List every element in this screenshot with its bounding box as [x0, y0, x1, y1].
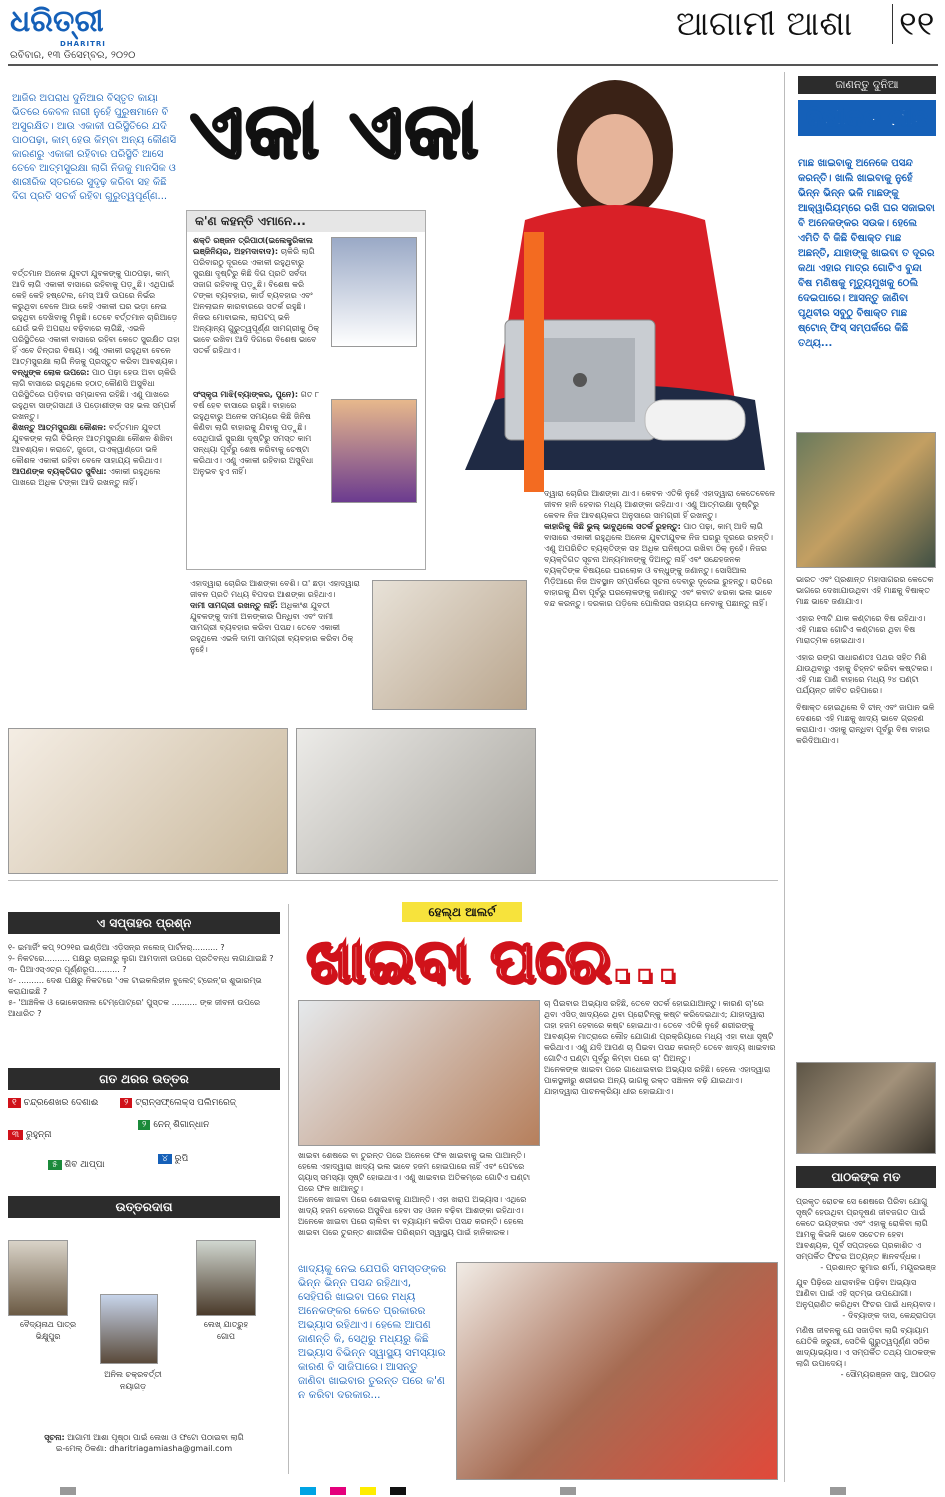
health-col2 [298, 1150, 538, 1254]
opinion-2-text: ଗତ ୮ ବର୍ଷ ହେବ ବାସାରେ ରହୁଛି। ବାହାରେ ରହୁଥିବାରୁ ଅନେକ ସମୟରେ କିଛି ଜିନିଷ କିଣିବା ଲାଗି ବାହାରକୁ ଯିବାକୁ ପଡ଼ୁଛି। ସେଥିପାଇଁ ସୁରକ୍ଷା ଦୃଷ୍ଟିରୁ ସମସ୍ତ କାମ ସନ୍ଧ୍ୟା ପୂର୍ବରୁ ଶେଷ କରିବାକୁ ଚେଷ୍ଟା କରିଥାଏ। ଏଣୁ ଏକାକୀ ରହିବାର ଅସୁବିଧା ଅନୁଭବ ହୁଏ ନାହିଁ। [193, 390, 320, 476]
col2-a: ଏହାଦ୍ୱାରା ଚୋରିର ଆଶଙ୍କା ବେଶି। ତା' ଛଡ଼ା ଏହାଦ୍ୱାରା ଜୀବନ ପ୍ରତି ମଧ୍ୟ ବିପଦର ଆଶଙ୍କା ରହିଥାଏ। [190, 579, 360, 599]
winner-3-name: ଲେଖ୍ ଯାତ୍ରୁହ [203, 1320, 249, 1329]
quiz-questions [8, 942, 280, 1052]
health-col1-text: ଚା ପିଇବାର ଅଭ୍ୟାସ ରହିଛି, ତେବେ ସତର୍କ ହୋଇଯାଆନ୍ତୁ। କାରଣ ଚା'ରେ ଥିବା ଏସିଡ୍ ଖାଦ୍ୟରେ ଥିବା ପ୍ରୋଟିନ୍‌କୁ କଷ୍ଟ କରିଦେଇଥାଏ; ଯାହାଦ୍ୱାରା ତାହା ହଜମ ହେବାରେ କଷ୍ଟ ହୋଇଥାଏ। ତେବେ ଏତିକି ନୁହେଁ ଶରୀରଙ୍କୁ ଆବଶ୍ୟକ ମାତ୍ରାରେ ଲୌହ ଯୋଗାଣ ପ୍ରକ୍ରିୟାରେ ମଧ୍ୟ ଏହା ବାଧା ସୃଷ୍ଟି କରିଥାଏ। ଏଣୁ ଯଦି ଆପଣ ଚା ପିଇବା ପସନ୍ଦ କରନ୍ତି ତେବେ ଖାଦ୍ୟ ଖାଇବାର ଗୋଟିଏ ଘଣ୍ଟା ପୂର୍ବରୁ କିମ୍ବା ପରେ ଚା' ପିଅନ୍ତୁ। [544, 999, 776, 1063]
world-fact-2: ଏହାର ୧୩ଟି ଯାକ କଣ୍ଟାରେ ବିଷ ରହିଥାଏ। ଏହି ମାଛର ଗୋଟିଏ କଣ୍ଟାରେ ଥିବା ବିଷ ମାରାତ୍ମକ ହୋଇଥାଏ। [796, 614, 926, 645]
lead-body-col3 [544, 488, 776, 874]
health-headline: ଖାଇବା ପରେ... [306, 926, 679, 996]
sub4-body: ଅଧିକାଂଶ ଯୁବତୀ ଯୁବକଙ୍କୁ ଦାମୀ ଅଳଙ୍କାର ପିନ୍ଧିବା ଏବଂ ଦାମୀ ସାମଗ୍ରୀ ବ୍ୟବହାର କରିବା ପସନ୍ଦ। ତେବେ ଏକାକୀ ରହୁଥିଲେ ଏଭଳି ଦାମୀ ସାମଗ୍ରୀ ବ୍ୟବହାର କରିବା ଠିକ୍ ନୁହେଁ। [190, 601, 354, 654]
print-mark-5 [390, 1487, 406, 1495]
opinions-title: କ'ଣ କହନ୍ତି ଏମାନେ... [187, 211, 425, 232]
stonefish-photo-2 [796, 1062, 936, 1154]
health-col1b-text: ଅନେକଙ୍କ ଖାଇବା ପରେ ଗାଧୋଇବାର ଅଭ୍ୟାସ ରହିଛି। ହେଲେ ଏହାଦ୍ୱାରା ପାକସ୍ଥଳୀରୁ ଶରୀରର ଅନ୍ୟ ଭାଗକୁ ରକ୍ତ ସଞ୍ଚାଳନ ବଢ଼ି ଯାଇଥାଏ। ଯାହାଦ୍ୱାରା ପାଚନକ୍ରିୟା ଧୀର ହୋଇଯାଏ। [544, 1065, 771, 1096]
print-mark-1 [60, 1487, 76, 1495]
answer-4 [138, 1120, 209, 1130]
page-number: ୧୧ [892, 4, 934, 44]
sub4-title: ଦାମୀ ସାମଗ୍ରୀ ରଖନ୍ତୁ ନାହିଁ: [190, 601, 278, 610]
print-mark-4 [360, 1487, 376, 1495]
letter-1-sign: - ପ୍ରଶାନ୍ତ କୁମାର ଶର୍ମା, ମୟୂରଭଞ୍ଜ [820, 1263, 936, 1272]
quiz-q2: ୨- ନିକଟରେ.......... ପକ୍ଷରୁ ଚାଇନାରୁ ଲୁଗା ଆମଦାନୀ ଉପରେ ପ୍ରତିବନ୍ଧ ଲଗାଯାଇଛି ? [8, 954, 274, 963]
stonefish-photo-1 [796, 432, 936, 568]
answer-4-no: ୨ [138, 1120, 150, 1130]
quiz-q3: ୩- ପିଆଏସ୍‌ଏଚ୍‌ର ପୂର୍ଣ୍ଣରୂପ.......... ? [8, 965, 127, 974]
winners [8, 1226, 280, 1426]
masthead [0, 0, 945, 66]
answer-1 [8, 1098, 98, 1108]
lead-bottom-rule [8, 880, 778, 881]
man-shower-photo [298, 1000, 540, 1146]
health-col2b-text: ଅନେକେ ଖାଇବା ପରେ ଶୋଇବାକୁ ଯାଆନ୍ତି। ଏହା ଖରାପ ଅଭ୍ୟାସ। ଏଥିରେ ଖାଦ୍ୟ ହଜମ ହେବାରେ ଅସୁବିଧା ହେବା ସହ ଓଜନ ବଢ଼ିବା ଆଶଙ୍କା ରହିଥାଏ। [298, 1195, 527, 1215]
logo: ଧରିତ୍ରୀ [10, 4, 104, 39]
sub3-title: ଆପଣଙ୍କ ବ୍ୟକ୍ତିଗତ ସୁବିଧା: [12, 467, 107, 476]
answer-3 [8, 1130, 51, 1140]
lead-intro: ଆଜିର ଅପରାଧ ଦୁନିଆର ବିସ୍ତୃତ କାୟା ଭିତରେ କେବଳ ନାରୀ ନୁହେଁ ପୁରୁଷମାନେ ବି ଅସୁରକ୍ଷିତ। ଆଉ ଏକାକୀ ପରିସ୍ଥିତିରେ ଯଦି ପାଠପଢ଼ା, କାମ୍ ହେଉ କିମ୍ବା ଅନ୍ୟ କୌଣସି କାରଣରୁ ଏକାକୀ ରହିବାର ପରିସ୍ଥିତି ଆସେ ତେବେ ଆତ୍ମସୁରକ୍ଷା ଲାଗି ନିଜକୁ ମାନସିକ ଓ ଶାରୀରିକ ସ୍ତରରେ ସୁଦୃଢ଼ କରିବା ସହ କିଛି ଦିଗ ପ୍ରତି ସତର୍କ ରହିବା ଗୁରୁତ୍ୱପୂର୍ଣ୍ଣ... [12, 93, 176, 202]
world-fact-1: ଭାରତ ଏବଂ ପ୍ରଶାନ୍ତ ମହାସାଗରର କେତେକ ଭାଗରେ ଦେଖାଯାଉଥିବା ଏହି ମାଛକୁ ବିଷାକ୍ତ ମାଛ ଭାବେ ଜଣାଯାଏ। [796, 575, 934, 606]
orange-strip-2 [524, 232, 544, 492]
quiz-note [8, 1432, 280, 1472]
answer-4-text: ନେନ୍ ଶିଗାନ୍ଧାନ [153, 1120, 210, 1130]
quiz-q1: ୧- ଇମାର୍ଜିଂ କପ୍ ୨୦୨୧ର ଇଣ୍ଡିଆ ଏଡ଼ିସନ୍‌ର ନଲେଜ୍ ପାର୍ଟନର୍.......... ? [8, 943, 225, 952]
quiz-q5: ୫- 'ଆଞ୍ଚଳିକ ଓ ଭୋକେସନାଲ ଟେମ୍ପୋଟ୍ରେ' ପୁସ୍ତକ .......... ଙ୍କ ଜୀବନୀ ଉପରେ ଆଧାରିତ ? [8, 998, 261, 1018]
man-cooking-photo [8, 728, 288, 874]
world-fact-4: ବିଷାକ୍ତ ହୋଇଥିଲେ ବି ଚୀନ୍ ଏବଂ ଜାପାନ ଭଳି ଦେଶରେ ଏହି ମାଛକୁ ଖାଦ୍ୟ ଭାବେ ଗ୍ରହଣ କରାଯାଏ। ଏହାକୁ ରାନ୍ଧିବା ପୂର୍ବରୁ ବିଷ ବାହାର କରିଦିଆଯାଏ। [796, 703, 935, 745]
right-column-rule [784, 72, 785, 1482]
letter-2: ଯୁବ ପିଢ଼ିରେ ଧାରାବାହିକ ପଢ଼ିବା ଅଭ୍ୟାସ ଆଣିବା ପାଇଁ ଏହି ସ୍ତମ୍ଭ ଉପଯୋଗୀ। ଅନୁପ୍ରାଣିତ କରିଥିବା ଫିଚର ପାଇଁ ଧନ୍ୟବାଦ। [796, 1278, 936, 1309]
answer-6-no: ୪ [158, 1154, 172, 1164]
girl-studying-photo [372, 580, 527, 710]
answer-6 [158, 1154, 188, 1164]
woman-eating-photo [456, 1262, 778, 1480]
opinion-2-photo [331, 399, 417, 503]
world-fact-3: ଏହାର ରଙ୍ଗ ସାଧାରଣତଃ ପଥର ସହିତ ମିଶି ଯାଉଥିବାରୁ ଏହାକୁ ଚିହ୍ନଟ କରିବା କଷ୍ଟକର। ଏହି ମାଛ ପାଣି ବାହାରେ ମଧ୍ୟ ୨୪ ଘଣ୍ଟା ପର୍ଯ୍ୟନ୍ତ ଜୀବିତ ରହିପାରେ। [796, 653, 933, 695]
opinion-1-text: ଚାକିରି ଲାଗି ପରିବାରଠୁ ଦୂରରେ ଏକାକୀ ରହୁଥିବାରୁ ସୁରକ୍ଷା ଦୃଷ୍ଟିରୁ କିଛି ଦିଗ ପ୍ରତି ସର୍ବଦା ସଜାଗ ରହିବାକୁ ପଡ଼ୁଛି। ବିଶେଷ କରି ଟଙ୍କା ବ୍ୟବହାର, କାର୍ଡ ବ୍ୟବହାର ଏବଂ ଅନଲାଇନ କାରବାରରେ ସତର୍କ ରହୁଛି। ନିଜର ମୋବାଇଲ, ଲାପଟପ୍ ଭଳି ଅନ୍ୟାନ୍ୟ ଗୁରୁତ୍ୱପୂର୍ଣ୍ଣ ସାମଗ୍ରୀକୁ ଠିକ୍ ଭାବେ ରଖିବା ଆଦି ଦିଗରେ ବିଶେଷ ଭାବେ ସତର୍କ ରହିଥାଏ। [193, 247, 320, 355]
letter-3-sign: - ସୌମ୍ୟରଞ୍ଜନ ସାହୁ, ଆଠଗଡ଼ [840, 1370, 936, 1379]
quiz-rule [288, 904, 289, 1474]
opinion-1-photo [331, 237, 417, 347]
print-mark-7 [830, 1487, 846, 1495]
answer-1-no: ୧ [8, 1098, 21, 1108]
winner-2-place: ନୟାଗଡ଼ [119, 1382, 146, 1391]
world-title: ବିଷାକ୍ତ ମାଛ [798, 100, 936, 136]
answer-6-text: ରୁପି [174, 1154, 189, 1164]
quiz-title: ଏ ସପ୍ତାହର ପ୍ରଶ୍ନ [8, 912, 280, 934]
woman-sofa-photo [296, 728, 536, 874]
health-col1 [544, 998, 778, 1268]
lead-body-main: ବର୍ତ୍ତମାନ ଅନେକ ଯୁବତୀ ଯୁବକଙ୍କୁ ପାଠପଢ଼ା, କାମ୍ ଆଦି ଲାଗି ଏକାକୀ ବାସାରେ ରହିବାକୁ ପଡ଼ୁଛି। ଏଥିପାଇଁ କେହି କେହି ହଷ୍ଟେଲ, ମେସ୍ ଆଦି ଉପରେ ନିର୍ଭର କରୁଥିବା ବେଳେ ଆଉ କେହି ଏକାକୀ ଘର ଭଡ଼ା ନେଇ ରହୁଥିବା ଦେଖିବାକୁ ମିଳୁଛି। ତେବେ ବର୍ତ୍ତମାନ ଚାରିଆଡ଼େ ଯେଉଁ ଭଳି ଅପରାଧ ବଢ଼ିବାରେ ଲାଗିଛି, ଏଭଳି ପରିସ୍ଥିତିରେ ଏକାକୀ ବାସାରେ ରହିବା କେତେ ସୁରକ୍ଷିତ ତାହା ହିଁ ଏବେ ଚିନ୍ତାର ବିଷୟ। ଏଣୁ ଏକାକୀ ରହୁଥିବା ବେଳେ ଆତ୍ମସୁରକ୍ଷା ଲାଗି ନିଜକୁ ପ୍ରସ୍ତୁତ କରିବା ଆବଶ୍ୟକ। [12, 269, 180, 366]
answer-2 [120, 1098, 236, 1108]
section-title: ଆଗାମୀ ଆଶା [676, 4, 853, 44]
print-mark-6 [560, 1487, 576, 1495]
logo-sub: DHARITRI [60, 40, 106, 48]
sub3-body: ଏକାକୀ ରହୁଥିଲେ ପାଖରେ ଅଧିକ ଟଙ୍କା ଆଦି ରଖନ୍ତୁ ନାହିଁ। [12, 467, 161, 487]
winner-3-photo [196, 1240, 256, 1316]
answer-1-text: ଚନ୍ଦ୍ରଶେଖର ଦେଶାଈ [23, 1098, 99, 1108]
quiz-note-text: ଆଗାମୀ ଆଶା ପୃଷ୍ଠା ପାଇଁ ଲେଖା ଓ ଫଟୋ ପଠାଇବା ଲାଗି [67, 1433, 244, 1442]
answer-3-text: ରୁହୁନ୍ନା [25, 1130, 52, 1140]
sub1-title: ବନ୍ଧୁଙ୍କ ଲୋକ ଉପରେ: [12, 368, 90, 377]
answers-list [8, 1098, 280, 1178]
issue-date: ରବିବାର, ୧୩ ଡିସେମ୍ବର, ୨୦୨୦ [10, 50, 136, 61]
sub5-body: ପାଠ ପଢ଼ା, କାମ୍ ଆଦି ଲାଗି ବାସାରେ ଏକାକୀ ରହୁଥିଲେ ଅନେକ ଯୁବତୀଯୁବକ ନିଜ ଘରରୁ ଦୂରରେ ରହନ୍ତି। ଏଣୁ ଅପରିଚିତ ବ୍ୟକ୍ତିଙ୍କ ସହ ଅଧିକ ଘନିଷ୍ଠତା ରଖିବା ଠିକ୍ ନୁହେଁ। ନିଜର ବ୍ୟକ୍ତିଗତ ସୂଚନା ଅନ୍ୟମାନଙ୍କୁ ଦିଅନ୍ତୁ ନାହିଁ ଏବଂ ସନ୍ଦେହଜନକ ବ୍ୟକ୍ତିଙ୍କ ବିଷୟରେ ଘରଲୋକ ଓ ବନ୍ଧୁଙ୍କୁ ଜଣାନ୍ତୁ। ସୋସିଆଲ ମିଡ଼ିଆରେ ନିଜ ଅବସ୍ଥାନ ସମ୍ପର୍କରେ ସୂଚନା ଦେବାରୁ ଦୂରେଇ ରୁହନ୍ତୁ। ରାତିରେ ବାହାରକୁ ଯିବା ପୂର୍ବରୁ ଘରଲୋକଙ୍କୁ ଜଣାନ୍ତୁ ଏବଂ କବାଟ ଝରକା ଭଲ ଭାବେ ବନ୍ଦ କରନ୍ତୁ। ଦରକାର ପଡ଼ିଲେ ପୋଲିସର ସହାୟତା ନେବାକୁ ପଛାନ୍ତୁ ନାହିଁ। [544, 522, 773, 608]
quiz-q4: ୪- .......... ଦେଶ ପକ୍ଷରୁ ନିକଟରେ 'ଏକ ଟାଇକଲିହୀନ ବୁଲେଟ୍ ଟ୍ରେନ୍'ର ଶୁଭାରମ୍ଭ କରାଯାଇଛି ? [8, 976, 262, 996]
quiz-note-label: ସୂଚନା: [44, 1433, 65, 1442]
sub2-title: ଶିଖନ୍ତୁ ଆତ୍ମସୁରକ୍ଷା କୌଶଳ: [12, 423, 107, 432]
hero-photo [455, 70, 775, 500]
winner-1-photo [8, 1240, 68, 1316]
answer-3-no: ୩ [8, 1130, 23, 1140]
health-callout: ଖାଦ୍ୟକୁ ନେଇ ଯେପରି ସମସ୍ତଙ୍କର ଭିନ୍ନ ଭିନ୍ନ ପସନ୍ଦ ରହିଥାଏ, ସେହିପରି ଖାଇବା ପରେ ମଧ୍ୟ ଅନେକଙ୍କର କେତେ ପ୍ରକାରର ଅଭ୍ୟାସ ରହିଥାଏ। ହେଲେ ଆପଣ ଜାଣନ୍ତି କି, ସେଥିରୁ ମଧ୍ୟରୁ କିଛି ଅଭ୍ୟାସ ବିଭିନ୍ନ ସ୍ୱାସ୍ଥ୍ୟ ସମସ୍ୟାର କାରଣ ବି ସାଜିପାରେ। ଆସନ୍ତୁ ଜାଣିବା ଖାଇବାର ତୁରନ୍ତ ପରେ କ'ଣ ନ କରିବା ଦରକାର... [298, 1263, 447, 1401]
sub2-body: ବର୍ତ୍ତମାନ ଯୁବତୀ ଯୁବକଙ୍କ ଲାଗି ବିଭିନ୍ନ ଆତ୍ମସୁରକ୍ଷା କୌଶଳ ଶିଖିବା ଆବଶ୍ୟକ। କରାଟେ, ଜୁଡୋ, ତାଏକ୍ୱାଣ୍ଡୋ ଭଳି କୌଶଳ ଏକାକୀ ରହିବା ବେଳେ ସାହାଯ୍ୟ କରିଥାଏ। [12, 423, 173, 465]
answer-5 [48, 1160, 105, 1170]
masthead-rule [8, 64, 938, 66]
winner-1-place: ଭିକ୍ଷୁପୁର [35, 1332, 61, 1341]
opinion-1-name: ଶକ୍ତି ରଞ୍ଜନ ତ୍ରିପାଠୀ(ଇଲେକ୍ଟ୍ରିକାଲ ଇଞ୍ଜିନିୟର, ଅହମଦାବାଦ): [193, 236, 313, 256]
health-tag: ହେଲ୍ଥ ଆଲର୍ଟ [402, 902, 522, 922]
health-col2c-text: ଅନେକେ ଖାଇବା ପରେ ଚାଲିବା ବା ବ୍ୟାୟାମ କରିବା ପସନ୍ଦ କରନ୍ତି। ହେଲେ ଖାଇବା ପରେ ତୁରନ୍ତ ଶାରୀରିକ ପରିଶ୍ରମ ସ୍ୱାସ୍ଥ୍ୟ ପାଇଁ ହାନିକାରକ। [298, 1217, 524, 1237]
winners-title: ଉତ୍ତରଦାତା [8, 1196, 280, 1218]
answers-title: ଗତ ଥରର ଉତ୍ତର [8, 1068, 280, 1090]
sub5-title: କାହାରିକୁ କିଛି ଭୁଲ୍ ଭାବୁଥିଲେ ସତର୍କ ରୁହନ୍ତୁ: [544, 522, 681, 531]
world-tag: ଜାଣନ୍ତୁ ଦୁନିଆ [798, 76, 936, 94]
answer-5-text: ଶିବ ଥାପ୍ପା [64, 1160, 105, 1170]
quiz-email: ଇ-ମେଲ୍ ଠିକଣା: dharitriagamiasha@gmail.com [55, 1444, 233, 1453]
winner-1-name: ବୈଦ୍ୟନାଥ ପାତ୍ର [19, 1320, 77, 1329]
letter-1: ପ୍ରକୃତ ରୋଚକ ସେ ଶେଷରେ ପିରିବା ଯୋଗୁ ସୃଷ୍ଟି ହେଉଥିବା ପ୍ରଦୂଷଣ ଜୀବଜଗତ ପାଇଁ କେତେ ଭୟଙ୍କର ଏବଂ ଏହାକୁ ରୋକିବା ଲାଗି ଆମକୁ କିଭଳି ଭାବେ ସଚେତନ ହେବା ଆବଶ୍ୟକ, ପୂର୍ବ ସପ୍ତାହରେ ପ୍ରକାଶିତ ଏ ସମ୍ପର୍କିତ ଫିଚର ଅତ୍ୟନ୍ତ ଜ୍ଞାନବର୍ଦ୍ଧକ। [796, 1197, 928, 1261]
readers-title: ପାଠକଙ୍କ ମତ [796, 1166, 936, 1188]
health-col2a-text: ଖାଇବା ଶେଷରେ ବା ତୁରନ୍ତ ପରେ ଅନେକେ ଫଳ ଖାଇବାକୁ ଭଲ ପାଆନ୍ତି। ହେଲେ ଏହାଦ୍ୱାରା ଖାଦ୍ୟ ଭଲ ଭାବେ ହଜମ ହୋଇପାରେ ନାହିଁ ଏବଂ ପେଟରେ ଗ୍ୟାସ୍ ସମସ୍ୟା ସୃଷ୍ଟି ହୋଇଥାଏ। ଏଣୁ ଖାଇବାର ଅତିକମ୍‌ରେ ଗୋଟିଏ ଘଣ୍ଟା ପରେ ଫଳ ଖାଆନ୍ତୁ। [298, 1151, 531, 1193]
winner-3-place: ଗୋପ [217, 1332, 235, 1341]
lead-body-col2 [190, 578, 360, 718]
answer-5-no: ୫ [48, 1160, 62, 1170]
winner-2-photo [100, 1294, 158, 1364]
letter-2-sign: - ଦିବ୍ୟାଙ୍କ ଦାସ, କେନ୍ଦ୍ରାପଡ଼ା [842, 1311, 936, 1320]
print-mark-3 [330, 1487, 346, 1495]
sub1-body: ପାଠ ପଢ଼ା ହେଉ ଅବା ଚାକିରି ଲାଗି ବାସାରେ ରହୁଥିଲେ ହଠାତ୍ କୌଣସି ଅସୁବିଧା ପରିସ୍ଥିତିରେ ପଡ଼ିବାର ସମ୍ଭାବନା ରହିଛି। ଏଣୁ ପାଖରେ ରହୁଥିବା ସାଙ୍ଗସାଥୀ ଓ ପଡ଼ୋଶୀଙ୍କ ସହ ଭଲ ସମ୍ପର୍କ ରଖନ୍ତୁ। [12, 368, 176, 421]
opinions-box [186, 210, 426, 570]
world-facts [796, 574, 936, 1054]
opinion-2-name: ସଂସ୍କୃତା ମାଝି(ବ୍ୟାଙ୍କର, ପୁନେ): [193, 390, 299, 399]
lead-headline: ଏକା ଏକା [190, 86, 481, 175]
answer-2-text: ଟ୍ରାନ୍ସଫ୍ଲେକ୍ସ ପଲିମରେଜ୍ [135, 1098, 237, 1108]
readers-letters [796, 1196, 936, 1486]
answer-2-no: ୨ [120, 1098, 132, 1108]
col3-a: ଦ୍ୱାରା ଚୋରିର ଆଶଙ୍କା ଥାଏ। କେବଳ ଏତିକି ନୁହେଁ ଏହାଦ୍ୱାରା କେତେବେଳେ ଜୀବନ ହାନି ହେବାର ମଧ୍ୟ ଆଶଙ୍କା ରହିଥାଏ। ଏଣୁ ଆତ୍ମରକ୍ଷା ଦୃଷ୍ଟିରୁ କେବଳ ନିଜ ଆବଶ୍ୟକତା ଅନୁସାରେ ସାମଗ୍ରୀ ହିଁ ରଖନ୍ତୁ। [544, 489, 775, 520]
print-mark-2 [300, 1487, 316, 1495]
lead-body-col1 [12, 268, 180, 708]
world-intro: ମାଛ ଖାଇବାକୁ ଅନେକେ ପସନ୍ଦ କରନ୍ତି। ଖାଲି ଖାଇବାକୁ ନୁହେଁ ଭିନ୍ନ ଭିନ୍ନ ଭଳି ମାଛଙ୍କୁ ଆକ୍ୱାରିୟମ୍‌ରେ ରଖି ଘର ସଜାଇବା ବି ଅନେକଙ୍କର ସଉକ। ହେଲେ ଏମିତି ବି କିଛି ବିଷାକ୍ତ ମାଛ ଅଛନ୍ତି, ଯାହାଙ୍କୁ ଖାଇବା ତ ଦୂରର କଥା ଏହାର ମାତ୍ର ଗୋଟିଏ ବୁନ୍ଦା ବିଷ ମଣିଷକୁ ମୃତ୍ୟୁମୁଖକୁ ଠେଲି ଦେଇପାରେ। ଆସନ୍ତୁ ଜାଣିବା ପୃଥିବୀର ସବୁଠୁ ବିଷାକ୍ତ ମାଛ ଷ୍ଟୋନ୍ ଫିସ୍ ସମ୍ପର୍କରେ କିଛି ତଥ୍ୟ... [798, 158, 935, 349]
letter-3: ମଣିଷ ଜୀବନକୁ ଯେ ସଜାଡ଼ିବା ଲାଗି ବ୍ୟାୟାମ ଯେତିକି ଜରୁରୀ, ସେତିକି ଗୁରୁତ୍ୱପୂର୍ଣ୍ଣ ସଠିକ ଖାଦ୍ୟାଭ୍ୟାସ। ଏ ସମ୍ପର୍କିତ ତଥ୍ୟ ପାଠକଙ୍କ ଲାଗି ଉପାଦେୟ। [796, 1326, 936, 1368]
winner-2-name: ଅନିଲ ଚକ୍ରବର୍ତ୍ତୀ [104, 1370, 162, 1379]
